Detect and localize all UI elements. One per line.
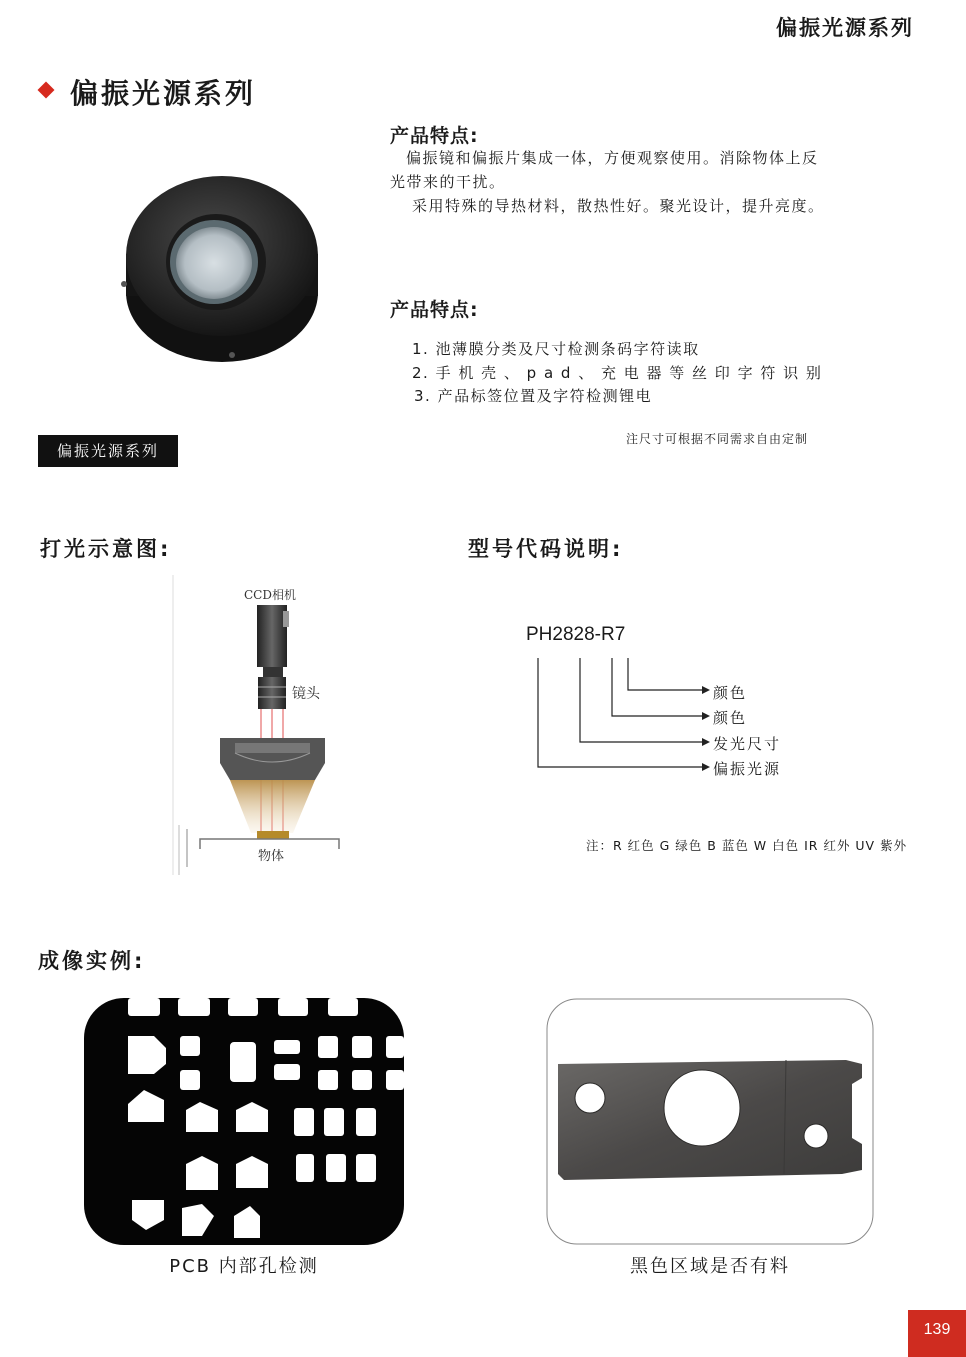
camera-body [257,605,287,667]
list-item: 2. 手 机 壳 、 p a d 、 充 电 器 等 丝 印 字 符 识 别 [412,363,823,382]
features-body [390,146,830,218]
lens-label: 镜头 [292,686,320,702]
section-title: 偏振光源系列 [70,77,257,110]
model-code-connectors [530,650,715,775]
object-block [257,831,289,839]
legend-type: 偏振光源 [713,760,782,778]
color-note: 注：R 红色 G 绿色 B 蓝色 W 白色 IR 红外 UV 紫外 [586,838,908,853]
diamond-bullet-icon [38,82,55,99]
model-code: PH2828-R7 [526,624,626,645]
metal-plate-example-image [546,998,874,1245]
object-label: 物体 [258,849,285,864]
legend-color-1: 颜色 [713,684,748,702]
product-label: 偏振光源系列 [38,435,178,467]
list-item: 1. 池薄膜分类及尺寸检测条码字符读取 [412,340,700,358]
caption-metal-plate: 黑色区域是否有料 [630,1256,790,1277]
examples-heading: 成像实例: [38,949,146,973]
size-note: 注尺寸可根据不同需求自由定制 [626,432,809,446]
model-code-heading: 型号代码说明: [468,537,624,561]
pcb-example-image [84,998,404,1245]
features-para-1: 偏振镜和偏振片集成一体，方便观察使用。消除物体上反光带来的干扰。 [390,149,819,191]
legend-color-2: 颜色 [713,709,748,727]
applications-heading: 产品特点: [390,299,479,321]
lighting-diagram [165,575,350,885]
applications-list [412,338,822,409]
caption-pcb: PCB 内部孔检测 [169,1256,319,1277]
header-series-title: 偏振光源系列 [776,16,914,40]
legend-size: 发光尺寸 [713,735,782,753]
camera-label: CCD相机 [244,588,296,602]
lens [258,677,286,709]
list-item: 3. 产品标签位置及字符检测锂电 [414,387,653,405]
light-cone [230,780,315,833]
page-number: 139 [908,1310,966,1357]
features-para-2: 采用特殊的导热材料，散热性好。聚光设计，提升亮度。 [412,197,825,215]
product-image [110,168,325,368]
features-heading: 产品特点: [390,125,479,147]
lighting-heading: 打光示意图: [40,537,172,561]
